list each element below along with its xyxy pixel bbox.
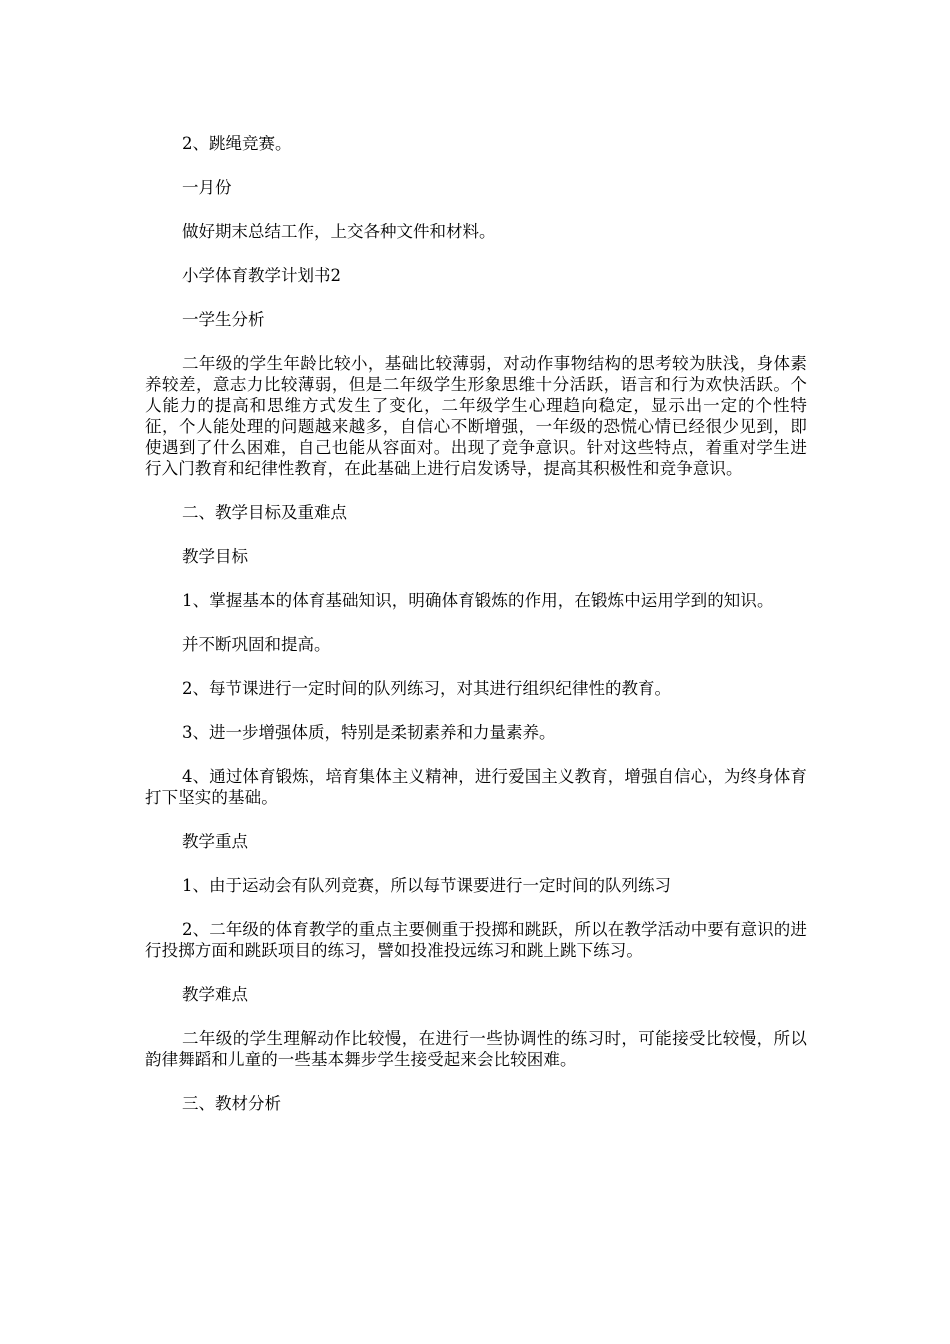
focus-item-2: 2、二年级的体育教学的重点主要侧重于投掷和跳跃，所以在教学活动中要有意识的进行投掷方面和跳跃项目的练习，譬如投准投远练习和跳上跳下练习。 [145, 920, 807, 960]
paragraph-difficulties: 二年级的学生理解动作比较慢，在进行一些协调性的练习时，可能接受比较慢，所以韵律舞蹈和儿童的一些基本舞步学生接受起来会比较困难。 [145, 1029, 807, 1069]
heading-teaching-goals: 教学目标 [182, 547, 248, 566]
heading-teaching-focus: 教学重点 [182, 832, 248, 851]
paragraph-january: 一月份 [182, 178, 232, 197]
paragraph-rope-skipping: 2、跳绳竞赛。 [182, 134, 292, 153]
paragraph-student-analysis: 二年级的学生年龄比较小，基础比较薄弱，对动作事物结构的思考较为肤浅，身体素养较差，意志力比较薄弱，但是二年级学生形象思维十分活跃，语言和行为欢快活跃。个人能力的提高和思维方式发生了变化，二年级学生心理趋向稳定，显示出一定的个性特征，个人能处理的问题越来越多，自信心不断增强，一年级的恐慌心情已经很少见到，即使遇到了什么困难，自己也能从容面对。出现了竞争意识。针对这些特点，着重对学生进行入门教育和纪律性教育，在此基础上进行启发诱导，提高其积极性和竞争意识。 [145, 354, 807, 478]
section-title-plan-2: 小学体育教学计划书2 [182, 266, 341, 285]
goal-item-2: 2、每节课进行一定时间的队列练习，对其进行组织纪律性的教育。 [182, 679, 671, 698]
heading-material-analysis: 三、教材分析 [182, 1094, 281, 1113]
paragraph-final-summary: 做好期末总结工作，上交各种文件和材料。 [182, 222, 496, 241]
goal-item-4: 4、通过体育锻炼，培育集体主义精神，进行爱国主义教育，增强自信心，为终身体育打下坚实的基础。 [145, 767, 807, 807]
heading-goals-and-key-points: 二、教学目标及重难点 [182, 503, 347, 522]
heading-student-analysis: 一学生分析 [182, 310, 265, 329]
heading-teaching-difficulties: 教学难点 [182, 985, 248, 1004]
goal-item-1-continued: 并不断巩固和提高。 [182, 635, 331, 654]
focus-item-1: 1、由于运动会有队列竞赛，所以每节课要进行一定时间的队列练习 [182, 876, 671, 895]
document-body [145, 133, 807, 1137]
goal-item-1: 1、掌握基本的体育基础知识，明确体育锻炼的作用，在锻炼中运用学到的知识。 [182, 591, 774, 610]
goal-item-3: 3、进一步增强体质，特别是柔韧素养和力量素养。 [182, 723, 556, 742]
